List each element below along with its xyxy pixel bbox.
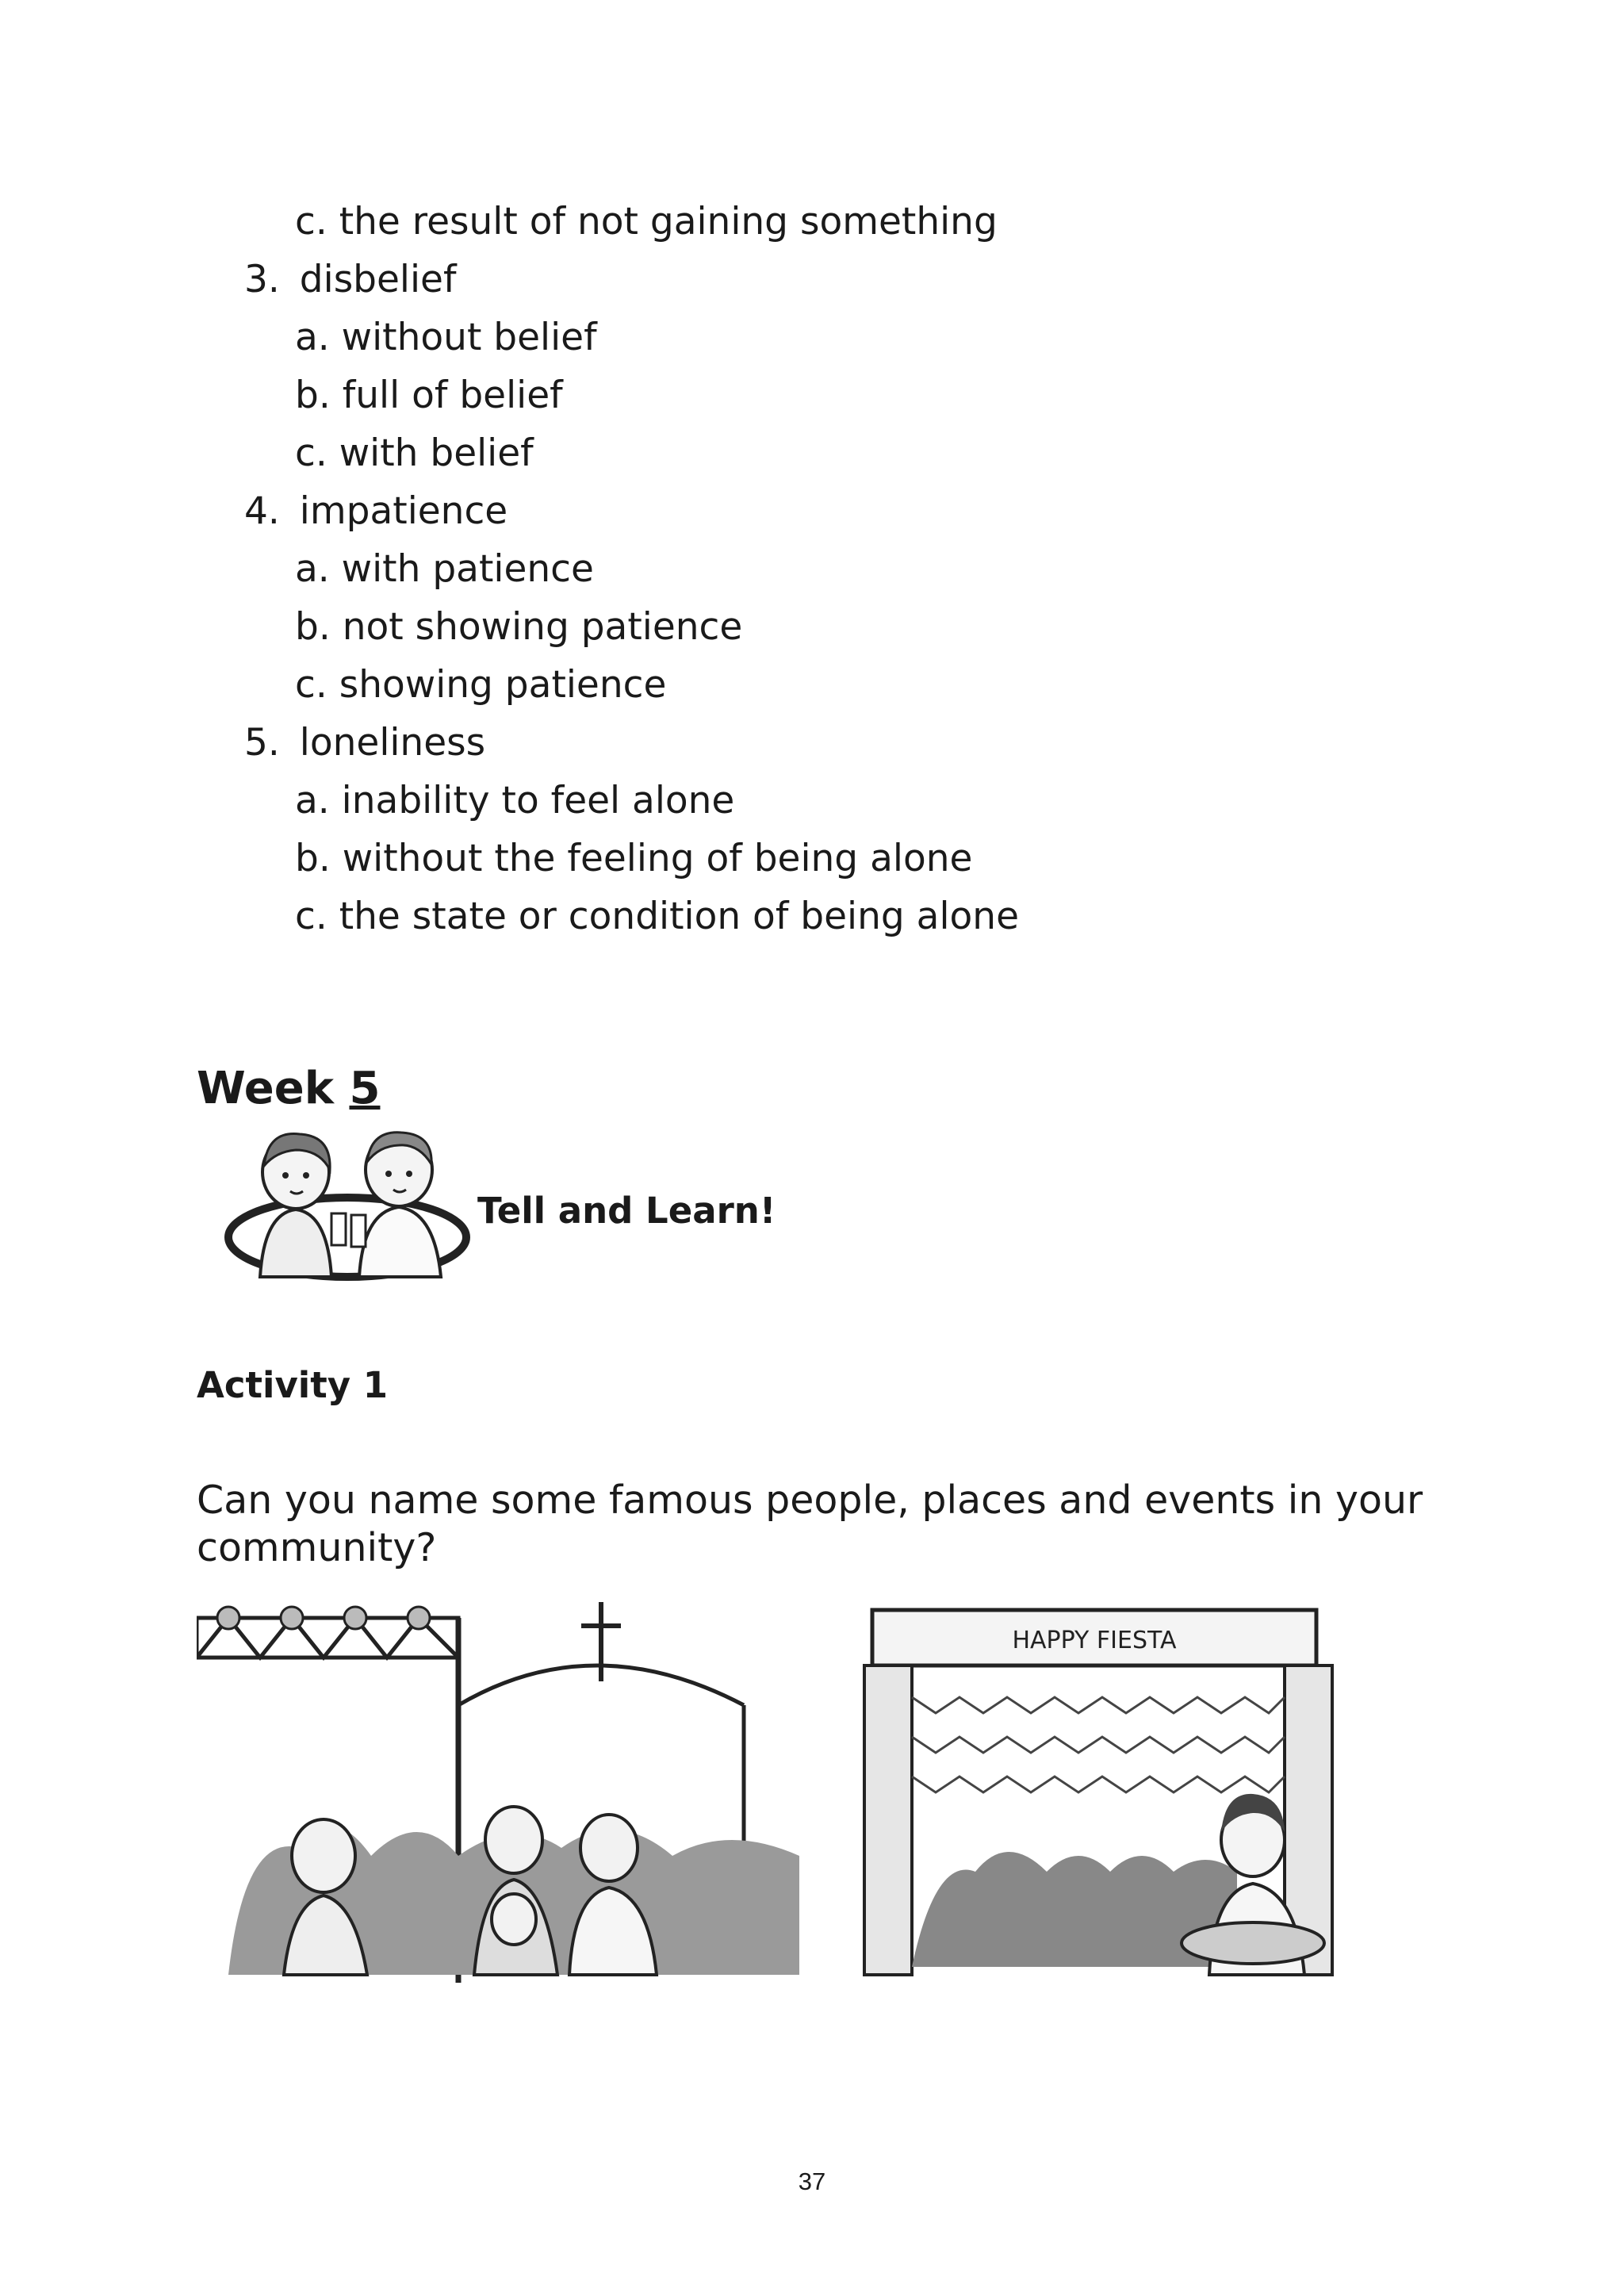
q2-option-c: c. the result of not gaining something bbox=[295, 200, 998, 243]
fiesta-illustration bbox=[841, 1594, 1356, 1983]
activity-question: Can you name some famous people, places and events in your community? bbox=[197, 1478, 1423, 1570]
page-number: 37 bbox=[798, 2168, 826, 2195]
q4-option-a: a. with patience bbox=[295, 547, 594, 591]
q4-option-c: c. showing patience bbox=[295, 663, 667, 707]
activity-title: Activity 1 bbox=[197, 1364, 389, 1406]
q4-item bbox=[244, 491, 508, 532]
q3-item bbox=[244, 259, 457, 301]
q3-word: disbelief bbox=[299, 258, 457, 301]
q4-option-b: b. not showing patience bbox=[295, 605, 743, 649]
q3-option-b: b. full of belief bbox=[295, 374, 563, 417]
q5-number: 5. bbox=[244, 721, 280, 765]
week-number: 5 bbox=[349, 1063, 381, 1114]
q4-number: 4. bbox=[244, 489, 280, 533]
procession-illustration bbox=[197, 1594, 799, 1991]
q3-option-c: c. with belief bbox=[295, 431, 534, 475]
week-heading bbox=[197, 1063, 380, 1114]
q5-item bbox=[244, 723, 485, 764]
q4-word: impatience bbox=[299, 489, 508, 533]
q5-word: loneliness bbox=[299, 721, 486, 765]
children-talking-icon bbox=[220, 1126, 471, 1282]
q3-option-a: a. without belief bbox=[295, 316, 597, 359]
week-label: Week bbox=[197, 1063, 334, 1114]
section-title: Tell and Learn! bbox=[477, 1190, 776, 1232]
q3-number: 3. bbox=[244, 258, 280, 301]
q5-option-a: a. inability to feel alone bbox=[295, 779, 735, 822]
q5-option-c: c. the state or condition of being alone bbox=[295, 895, 1019, 938]
happy-fiesta-banner: HAPPY FIESTA bbox=[1012, 1627, 1177, 1654]
q5-option-b: b. without the feeling of being alone bbox=[295, 837, 973, 880]
